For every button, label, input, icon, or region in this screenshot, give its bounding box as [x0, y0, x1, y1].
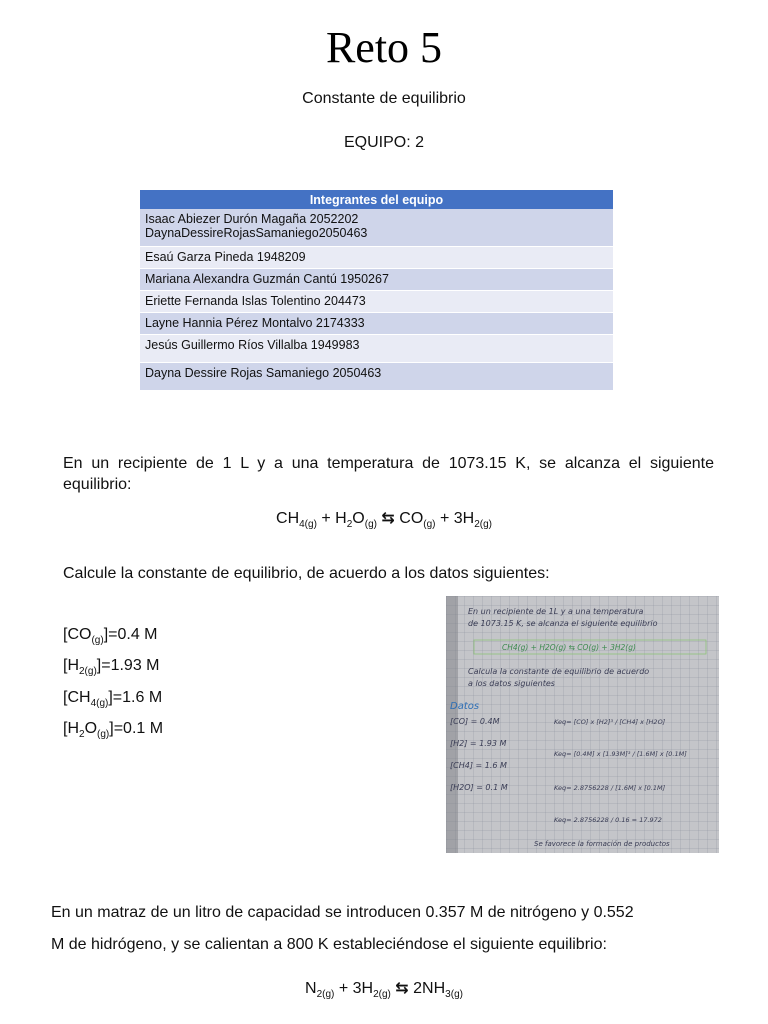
problem2-equation — [0, 978, 768, 1000]
member-name: Eriette Fernanda Islas Tolentino 204473 — [140, 291, 613, 313]
document-subtitle: Constante de equilibrio — [302, 90, 466, 107]
member-name: Dayna Dessire Rojas Samaniego 2050463 — [140, 363, 613, 391]
eq-subscript: (g) — [364, 519, 377, 531]
conc-text: ]=0.4 M — [103, 626, 158, 643]
eq-plus: + — [334, 980, 353, 997]
note-line: En un recipiente de 1L y a una temperatura — [468, 607, 644, 616]
table-row — [140, 313, 613, 335]
eq-term: H — [335, 510, 347, 527]
table-row — [140, 363, 613, 391]
table-row — [140, 269, 613, 291]
conc-text: ]=1.6 M — [108, 689, 163, 706]
note-data: [H2O] = 0.1 M — [450, 783, 508, 792]
conc-text: [H — [63, 720, 79, 737]
problem1-equation — [0, 508, 768, 530]
table-row — [140, 209, 613, 247]
eq-subscript: (g) — [423, 519, 436, 531]
member-name: Mariana Alexandra Guzmán Cantú 1950267 — [140, 269, 613, 291]
members-table-header: Integrantes del equipo — [140, 190, 613, 209]
conc-subscript: 4(g) — [90, 698, 109, 710]
equilibrium-arrow-icon: ⇆ — [376, 510, 400, 527]
eq-subscript: 2(g) — [474, 519, 492, 531]
note-keq: Keq= 2.8756228 / 0.16 = 17.972 — [554, 816, 662, 824]
problem1-statement: En un recipiente de 1 L y a una temperatura de 1073.15 K, se alcanza el siguiente equilibrio: — [63, 455, 714, 493]
problem2-statement — [51, 897, 721, 961]
eq-subscript: 2(g) — [316, 989, 335, 1001]
note-keq: Keq= [0.4M] x [1.93M]³ / [1.6M] x [0.1M] — [554, 750, 687, 758]
eq-subscript: 3(g) — [445, 989, 463, 1001]
document-title: Reto 5 — [325, 23, 443, 72]
note-line: de 1073.15 K, se alcanza el siguiente equilibrio — [468, 619, 658, 628]
eq-subscript: 2(g) — [373, 989, 391, 1001]
concentration-co — [63, 626, 158, 646]
table-row — [140, 335, 613, 363]
eq-subscript: 4(g) — [299, 519, 317, 531]
note-conclusion: Se favorece la formación de productos — [534, 840, 670, 848]
problem2-line: M de hidrógeno, y se calientan a 800 K estableciéndose el siguiente equilibrio: — [51, 936, 607, 953]
eq-term: 2NH — [413, 980, 446, 997]
eq-term: 3H — [453, 510, 475, 527]
member-name: Jesús Guillermo Ríos Villalba 1949983 — [140, 335, 613, 363]
member-name: DaynaDessireRojasSamaniego2050463 — [145, 226, 368, 240]
team-label: EQUIPO: 2 — [343, 134, 425, 151]
eq-subscript: 2 — [346, 519, 353, 531]
concentration-h2 — [63, 657, 160, 677]
note-line: Calcula la constante de equilibrio de acuerdo — [468, 667, 650, 676]
note-data: [CH4] = 1.6 M — [450, 761, 507, 770]
member-name: Layne Hannia Pérez Montalvo 2174333 — [140, 313, 613, 335]
eq-term: O — [352, 510, 365, 527]
table-row — [140, 247, 613, 269]
conc-text: [CO — [63, 626, 92, 643]
conc-subscript: 2(g) — [79, 666, 97, 678]
member-name: Esaú Garza Pineda 1948209 — [140, 247, 613, 269]
eq-term: 3H — [352, 980, 374, 997]
problem1-instruction: Calcule la constante de equilibrio, de acuerdo a los datos siguientes: — [63, 565, 550, 582]
eq-plus: + — [316, 510, 336, 527]
equilibrium-arrow-icon: ⇆ — [390, 980, 414, 997]
member-name: Isaac Abiezer Durón Magaña 2052202 — [145, 212, 359, 226]
note-data: [CO] = 0.4M — [450, 717, 500, 726]
note-line: a los datos siguientes — [468, 679, 555, 688]
conc-text: O — [84, 720, 98, 737]
eq-term: CO — [399, 510, 424, 527]
note-keq: Keq= 2.8756228 / [1.6M] x [0.1M] — [554, 784, 666, 792]
conc-text: [CH — [63, 689, 91, 706]
table-row — [140, 291, 613, 313]
table-cell — [140, 209, 613, 247]
eq-plus: + — [435, 510, 454, 527]
note-equation: CH4(g) + H2O(g) ⇆ CO(g) + 3H2(g) — [502, 643, 636, 652]
members-table — [140, 190, 613, 391]
conc-subscript: (g) — [97, 729, 110, 741]
conc-text: [H — [63, 657, 79, 674]
problem2-line: En un matraz de un litro de capacidad se introducen 0.357 M de nitrógeno y 0.552 — [51, 904, 634, 921]
conc-subscript: (g) — [91, 635, 104, 647]
note-keq: Keq= [CO] x [H2]³ / [CH4] x [H2O] — [554, 718, 666, 726]
concentration-h2o — [63, 720, 163, 740]
note-datos: Datos — [450, 701, 480, 712]
concentration-ch4 — [63, 689, 162, 709]
eq-term: CH — [276, 510, 300, 527]
conc-text: ]=0.1 M — [109, 720, 164, 737]
note-data: [H2] = 1.93 M — [450, 739, 507, 748]
eq-term: N — [305, 980, 317, 997]
conc-text: ]=1.93 M — [96, 657, 160, 674]
handwritten-notes-photo — [446, 596, 719, 853]
conc-subscript: 2 — [79, 729, 85, 741]
